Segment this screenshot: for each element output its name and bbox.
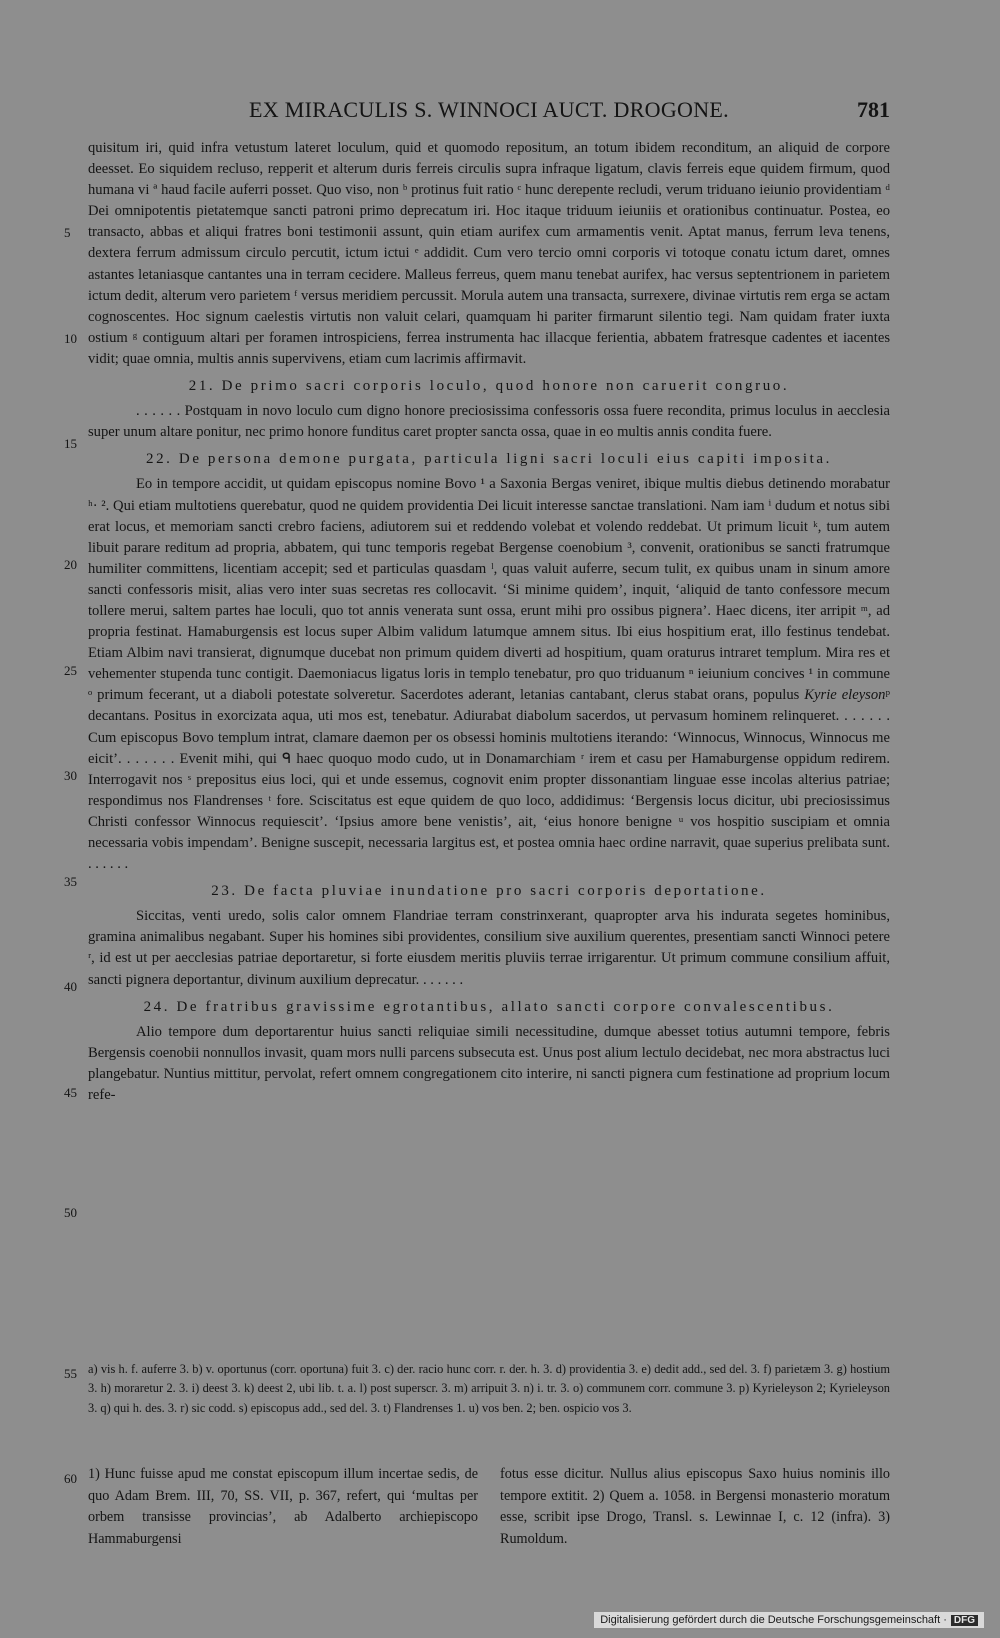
line-number: 55 [64, 1366, 77, 1381]
paragraph-20-continued: quisitum iri, quid infra vetustum lateret loculum, quid et quomodo repositum, an totum ibidem reconditum, an aliquid de corpore deesset. Eo siquidem recluso, repperit et alterum duris ferreis circulis supra infraque ligatum, clavis ferreis eque quidem firmum, quod humana vi ª haud facile auferri posset. Quo viso, non ᵇ protinus fuit ratio ᶜ hunc derepente recludi, verum triduano ieiunio providentiam ᵈ Dei omnipotentis pietatemque sancti patroni primo deprecatum iri. Hoc itaque triduum ieiuniis et orationibus continuatur. Postea, eo transacto, abbas et aliqui fratres boni testimonii assunt, quin etiam aurifex cum armamentis venit. Aptat manus, ferrum leva tenens, dextera ferrum admissum circulo percutit, ictum ictui ᵉ addidit. Cum vero tercio omni corporis vi totoque conatu ictum daret, omnes astantes letaniasque cantantes una in terram cecidere. Malleus ferreus, quem manu tenebat aurifex, hac versus septentrionem in parietem ictum dedit, alterum vero parietem ᶠ versus meridiem percussit. Morula autem una transacta, surrexere, divinae virtutis rem erga se actam cognoscentes. Hoc signum caelestis virtutis non valuit celari, quamquam hi pariter firmarunt silentio tegi. Nam quidam frater iuxta ostium ᵍ contiguum altari per foramen introspiciens, ferrea instrumenta hac illacque ferientia, abbatem fratresque cadentes et iacentes vidit; quae omnia, multis annis supervivens, etiam cum lacrimis affirmavit. [88, 140, 890, 367]
page-number: 781 [857, 97, 890, 122]
footnotes-left-column: 1) Hunc fuisse apud me constat episcopum illum incertae sedis, de quo Adam Brem. III, 70, SS. VII, p. 367, refert, qui ‘multas per orbem transisse provincias’, ab Adalberto archiepiscopo Hammaburgensi [88, 1466, 478, 1547]
critical-apparatus: a) vis h. f. auferre 3. b) v. oportunus (corr. oportuna) fuit 3. c) der. racio hunc corr. r. der. h. 3. d) providentia 3. e) dedit add., sed del. 3. f) parietæm 3. g) hostium 3. h) morаretur 2. 3. i) deest 3. k) deest 2, ubi lib. t. a. l) post superscr. 3. m) arripuit 3. n) i. tr. 3. o) communem corr. commune 3. p) Kyrieleyson 2; Kyrieleyson 3. q) qui h. des. 3. r) sic codd. s) episcopus add., sed del. 3. t) Flandrenses 1. u) vos ben. 2; ben. ospicio vos 3. [88, 1362, 890, 1415]
dfg-logo: DFG [951, 1615, 978, 1626]
line-number: 20 [64, 557, 77, 572]
paragraph-24: Alio tempore dum deportarentur huius sancti reliquiae simili necessitudine, dumque abesset totius autumni tempore, febris Bergensis coenobii nonnullos invasit, quam mors nulli parcens subsecuta est. Unus post alium lectulo decidebat, nec mora abstractus luci plangebatur. Nuntius mittitur, pervolat, refert omnem congregationem cito interire, ni sancti pignera cum festinatione ad proprium locum refe- [88, 1023, 890, 1104]
line-number: 10 [64, 331, 77, 346]
digitization-footer [594, 1612, 984, 1628]
running-head [88, 97, 890, 127]
footnotes-right-column: fotus esse dicitur. Nullus alius episcopus Saxo huius nominis illo tempore extitit. 2) Quem a. 1058. in Bergensi monasterio moratum esse, scribit ipse Drogo, Transl. s. Lewinnae I, c. 12 (infra). 3) Rumoldum. [500, 1466, 890, 1547]
paragraph-21: . . . . . . Postquam in novo loculo cum digno honore preciosissima confessoris ossa fuere recondita, primus loculus in aecclesia super unum altare ponitur, nec primo honore funditus caret propter sancta ossa, quae in eo multis annis condita fuere. [88, 403, 890, 441]
chapter-heading-23: 23. De facta pluviae inundatione pro sacri corporis deportatione. [211, 883, 767, 900]
paragraph-23: Siccitas, venti uredo, solis calor omnem Flandriae terram constrinxerant, quapropter arva his indurata segetes hominibus, gramina animalibus negabant. Super his homines sibi providentes, consilium sive auxilium querentes, presentiam sancti Winnoci petere ʳ, id est ut per aecclesias patriae deportaretur, si forte eiusdem meritis pluviis terrae irrigarentur. Ut primum commune consilium affuit, sancti pignera deportantur, divinum auxilium deprecatur. . . . . . . [88, 908, 890, 988]
kyrie-eleyson: Kyrie eleyson [804, 687, 886, 704]
line-number: 35 [64, 874, 77, 889]
footer-text: Digitalisierung gefördert durch die Deutsche Forschungsgemeinschaft · [600, 1614, 947, 1626]
line-number: 40 [64, 979, 77, 994]
line-number: 5 [64, 225, 71, 240]
line-number: 25 [64, 663, 77, 678]
line-number: 15 [64, 436, 77, 451]
main-text [88, 138, 890, 1106]
paragraph-22-text-continued: ᵖ decantans. Positus in exorcizata aqua, uti mos est, tenebatur. Adiurabat diabolum sacerdos, ut pervasum hominem relinqueret. . . . . . . Cum episcopus Bovo templum intrat, clamare daemon per os obsessi hominis multotiens iterando: ‘Winnocus, Winnocus, Winnocus me eicit’. . . . . . . Evenit mihi, qui ᑫ haec quoquo modo cudo, ut in Donamarchiam ʳ irem et casu per Hamaburgense oppidum redirem. Interrogavit nos ˢ prepositus eius loci, qui et unde essemus, cognovit enim propter dissonantiam linguae esse incolas alterius patriae; respondimus nos Flandrenses ᵗ fore. Sciscitatus est eque quidem de quo loco, addidimus: ‘Bergensis locus dicitur, ubi preciosissimus Christi confessor Winnocus requiescit’. ‘Ipsius amore bene venistis’, ait, ‘eius honore benigne ᵘ vos hospitio suscipiam et omnia necessaria vobis impendam’. Benigne suscepit, necessaria largitus est, et postea omnia haec ordine narravit, quae superius prelibata sunt. . . . . . . [88, 687, 890, 873]
line-number: 30 [64, 768, 77, 783]
chapter-heading-24: 24. De fratribus gravissime egrotantibus, allato sancti corpore convalescentibus. [143, 998, 835, 1015]
chapter-heading-22: 22. De persona demone purgata, particula ligni sacri loculi eius capiti imposita. [145, 451, 833, 468]
running-head-title: EX MIRACULIS S. WINNOCI AUCT. DROGONE. [249, 97, 729, 122]
paragraph-22-text: Eo in tempore accidit, ut quidam episcopus nomine Bovo ¹ a Saxonia Bergas veniret, ibique multis diebus detinendo morabatur ʰ· ². Qui etiam multotiens querebatur, quod ne quidem providentia Dei licuit interesse sanctae translationi. Nam iam ⁱ dudum et notus sibi erat locus, et memoriam sancti crebro faciens, adiutorem sui et reddendo volebat et volendo reddebat. Ut primum licuit ᵏ, tum autem libuit parare reditum ad propria, abbatem, qui tunc temporis regebat Bergense coenobium ³, convenit, orationibus se sancti fratrumque humiliter committens, licentiam accepit; sed et particulas quasdam ˡ, quas valuit auferre, secum tulit, ex quibus unam in sinum amore sancti confessoris misit, alias vero inter suas secretas res collocavit. ‘Si minime quidem’, inquit, ‘aliquid de tanto confessore mecum tollere merui, saltem partes hae loculi, quo tot annis venerata sunt ossa, erunt mihi pro ossibus pignera’. Haec dicens, iter arripit ᵐ, ad propria festinat. Hamaburgensis est locus super Albim validum latumque amnem situs. Ibi eius hospitium erat, illo festinus tendebat. Etiam Albim navi transierat, dignumque ducebat non primum quidem diverti ad hospitium, quam oraturus intraret templum. Mira res et vehementer stupenda tunc contigit. Daemoniacus ligatus loris in templo tenebatur, pro quo triduanum ⁿ ieiunium concives ¹ in commune ᵒ primum fecerant, ut a diaboli potestate solveretur. Sacerdotes aderant, letanias cantabant, clerus stabat orans, populus [88, 476, 890, 704]
line-number: 60 [64, 1471, 77, 1486]
chapter-heading-21: 21. De primo sacri corporis loculo, quod honore non caruerit congruo. [188, 378, 790, 395]
line-number: 45 [64, 1085, 77, 1100]
line-number: 50 [64, 1205, 77, 1220]
paragraph-22 [88, 474, 890, 875]
